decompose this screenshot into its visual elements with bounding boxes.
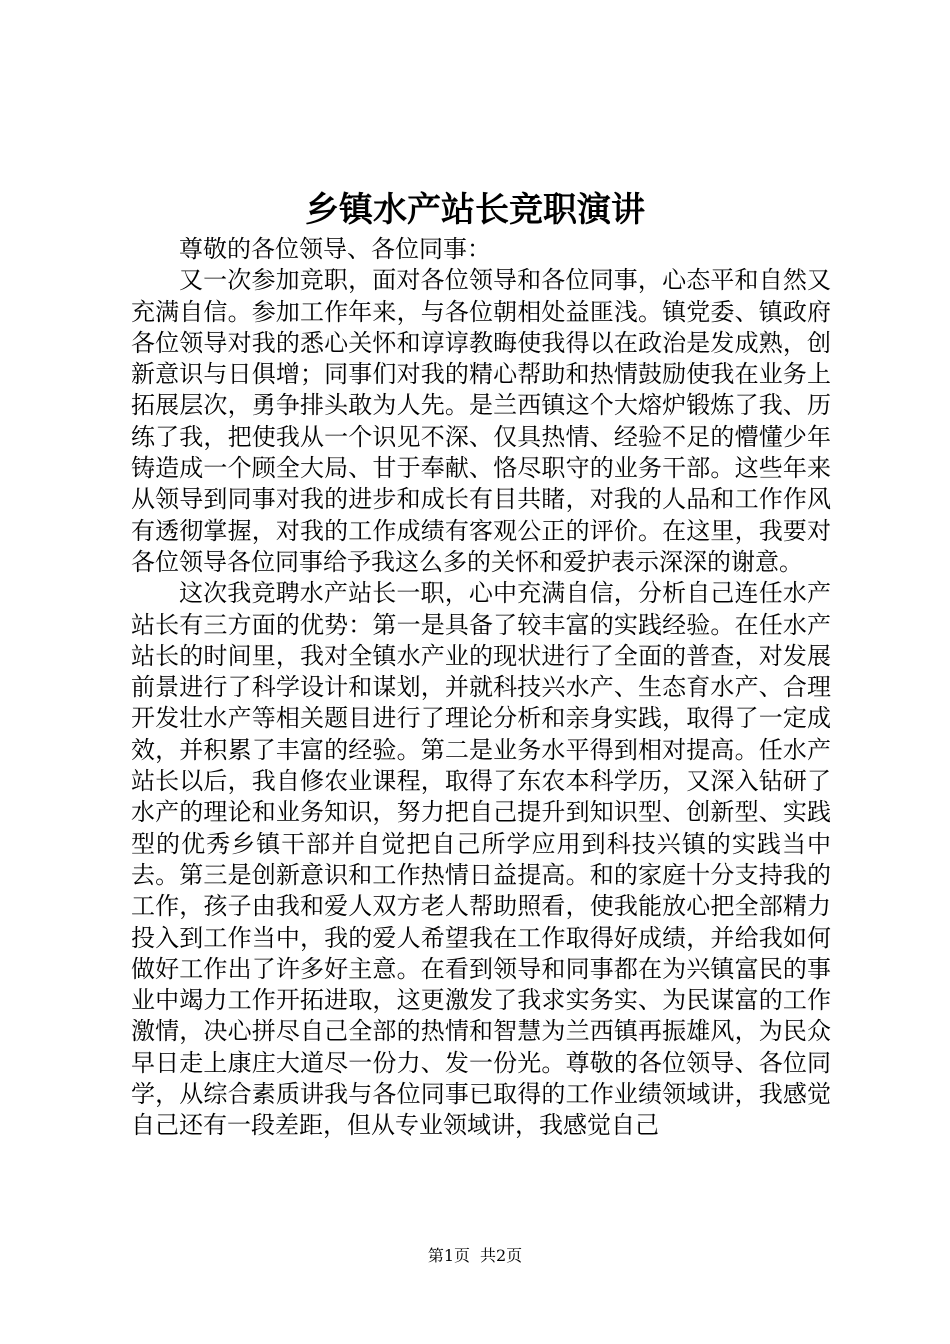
body-paragraph: 又一次参加竞职，面对各位领导和各位同事，心态平和自然又充满自信。参加工作年来，与各位朝相处益匪浅。镇党委、镇政府各位领导对我的悉心关怀和谆谆教晦使我得以在政治是发成熟，创新意识与日俱增；同事们对我的精心帮助和热情鼓励使我在业务上拓展层次，勇争排头敢为人先。是兰西镇这个大熔炉锻炼了我、历练了我，把使我从一个识见不深、仅具热情、经验不足的懵懂少年铸造成一个顾全大局、甘于奉献、恪尽职守的业务干部。这些年来从领导到同事对我的进步和成长有目共睹，对我的人品和工作作风有透彻掌握，对我的工作成绩有客观公正的评价。在这里，我要对各位领导各位同事给予我这么多的关怀和爱护表示深深的谢意。 <box>131 266 831 576</box>
salutation-paragraph: 尊敬的各位领导、各位同事： <box>179 235 491 263</box>
page-number-current: 第1页 <box>427 1246 470 1265</box>
document-title: 乡镇水产站长竞职演讲 <box>305 190 645 230</box>
body-paragraph: 这次我竞聘水产站长一职，心中充满自信，分析自己连任水产站长有三方面的优势：第一是具备了较丰富的实践经验。在任水产站长的时间里，我对全镇水产业的现状进行了全面的普查，对发展前景进行了科学设计和谋划，并就科技兴水产、生态育水产、合理开发壮水产等相关题目进行了理论分析和亲身实践，取得了一定成效，并积累了丰富的经验。第二是业务水平得到相对提高。任水产站长以后，我自修农业课程，取得了东农本科学历，又深入钻研了水产的理论和业务知识，努力把自己提升到知识型、创新型、实践型的优秀乡镇干部并自觉把自己所学应用到科技兴镇的实践当中去。第三是创新意识和工作热情日益提高。和的家庭十分支持我的工作，孩子由我和爱人双方老人帮助照看，使我能放心把全部精力投入到工作当中，我的爱人希望我在工作取得好成绩，并给我如何做好工作出了许多好主意。在看到领导和同事都在为兴镇富民的事业中竭力工作开拓进取，这更激发了我求实务实、为民谋富的工作激情，决心拼尽自己全部的热情和智慧为兰西镇再振雄风，为民众早日走上康庄大道尽一份力、发一份光。尊敬的各位领导、各位同学，从综合素质讲我与各位同事已取得的工作业绩领域讲，我感觉自己还有一段差距，但从专业领域讲，我感觉自己 <box>131 579 831 1140</box>
page-footer <box>0 1246 950 1266</box>
document-body <box>131 234 831 1142</box>
page-number-total: 共2页 <box>480 1246 523 1265</box>
